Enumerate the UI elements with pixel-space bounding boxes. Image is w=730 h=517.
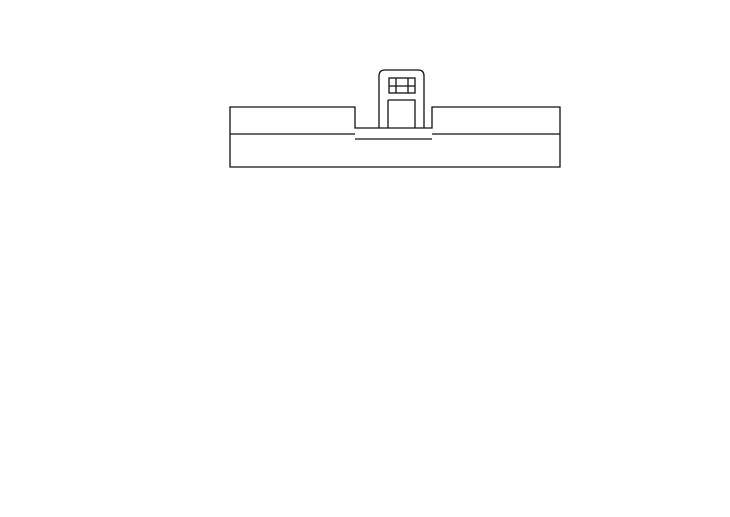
connector-outline xyxy=(230,70,560,167)
connector-diagram xyxy=(0,0,730,200)
